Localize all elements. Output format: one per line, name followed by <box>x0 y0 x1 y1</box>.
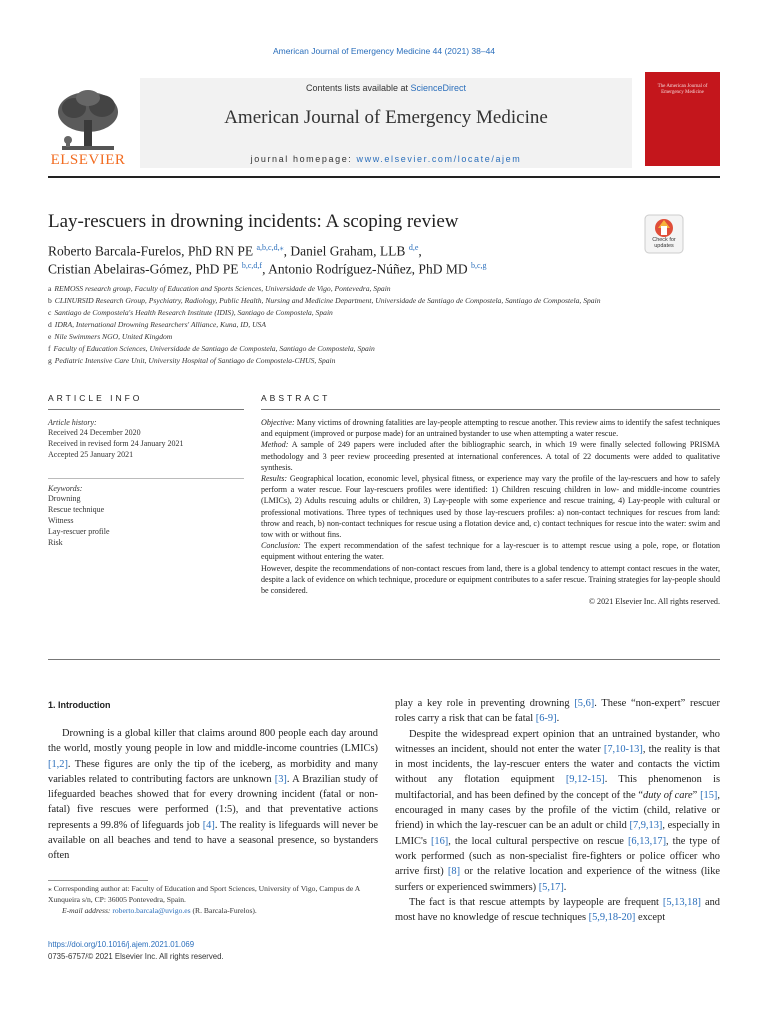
intro-text: Drowning is a global killer that claims around 800 people each day around the world, mostly young people in low and middle-income countries (LMICs) <box>48 728 378 755</box>
author-affil-marks[interactable]: d,e <box>408 243 419 252</box>
author-name[interactable]: Daniel Graham, LLB <box>290 243 406 259</box>
intro-right-column <box>395 696 720 925</box>
citation-link[interactable]: [7,9,13] <box>629 820 663 832</box>
citation-link[interactable]: [8] <box>447 866 461 878</box>
keyword: Drowning <box>48 494 81 503</box>
method-text: A sample of 249 papers were included after the bibliographic search, in which 19 were finally selected following PRISMA methodology and 3 peer review proceeding presented at international conferences. A total of 22 documents were added to qualitative synthesis. <box>261 440 720 472</box>
conclusion-label: Conclusion: <box>261 541 301 551</box>
email-label: E-mail address: <box>62 906 113 915</box>
citation-link[interactable]: [4] <box>202 819 215 831</box>
abstract-method <box>261 439 720 473</box>
check-for-updates-label: Check for updates <box>652 237 676 249</box>
abstract-conclusion <box>261 540 720 562</box>
citation-link[interactable]: [6,13,17] <box>627 835 667 847</box>
abstract-heading: ABSTRACT <box>261 393 331 403</box>
author-separator: , <box>262 261 269 277</box>
citation-link[interactable]: [5,6] <box>574 698 595 709</box>
journal-reference[interactable]: American Journal of Emergency Medicine 44 (2021) 38–44 <box>272 46 496 56</box>
intro-text: Despite the widespread expert opinion that an untrained bystander, who witnesses an incident, should not enter the water <box>395 728 720 755</box>
email-note <box>48 906 378 917</box>
author-name[interactable]: Roberto Barcala-Furelos, PhD RN PE <box>48 243 254 259</box>
intro-text: . These figures are only the tip of the iceberg, as morbidity and many variables related to contributing factors are unknown <box>48 758 378 785</box>
affiliation-text: Pediatric Intensive Care Unit, University Hospital of Santiago de Compostela-CHUS, Spain <box>54 356 336 365</box>
intro-text: ” <box>692 789 701 801</box>
history-received: Received 24 December 2020 <box>48 428 141 437</box>
intro-text: , the type of work performed (such as non-specialist fire-fighters or police officer who arrive first) <box>395 835 720 878</box>
citation-link[interactable]: [5,13,18] <box>662 896 701 908</box>
author-separator: , <box>418 243 422 259</box>
elsevier-wordmark: ELSEVIER <box>50 152 126 168</box>
intro-text: . <box>556 713 560 725</box>
keywords-label: Keywords: <box>48 484 83 493</box>
author-affil-marks[interactable]: b,c,d,f <box>241 261 263 270</box>
corresponding-author-note: ⁎ Corresponding author at: Faculty of Education and Sport Sciences, University of Vigo, Campus de A Xunqueira s/n, CP: 36005 Pontevedra, Spain. <box>48 884 360 904</box>
article-history <box>48 418 244 460</box>
introduction-heading: 1. Introduction <box>48 700 111 710</box>
article-info-rule <box>48 409 244 410</box>
author-name[interactable]: Antonio Rodríguez-Núñez, PhD MD <box>268 261 468 277</box>
affiliation-mark: a <box>48 284 52 293</box>
intro-text: . The reality is lifeguards will never be available on all beaches and tend to have a seasonal presence, so bystanders often <box>48 819 379 862</box>
keyword: Rescue technique <box>48 505 105 514</box>
citation-link[interactable]: [9,12-15] <box>565 774 605 786</box>
sciencedirect-link[interactable]: ScienceDirect <box>410 83 467 93</box>
affiliation-text: Nile Swimmers NGO, United Kingdom <box>54 332 173 341</box>
affiliation-mark: d <box>48 320 52 329</box>
article-info-heading: ARTICLE INFO <box>48 393 143 403</box>
history-label: Article history: <box>48 418 97 427</box>
intro-paragraph <box>48 726 378 864</box>
homepage-link[interactable]: www.elsevier.com/locate/ajem <box>356 154 522 164</box>
affiliation-text: Faculty of Education Sciences, Universidade de Santiago de Compostela, Santiago de Compostela, Spain <box>53 344 375 353</box>
citation-link[interactable]: [16] <box>430 835 449 847</box>
homepage-prefix: journal homepage: <box>250 154 357 164</box>
author-affil-marks[interactable]: b,c,g <box>470 261 487 270</box>
affiliation-mark: g <box>48 356 52 365</box>
objective-label: Objective: <box>261 418 295 427</box>
results-text: Geographical location, economic level, physical fitness, or experience may vary the profile of the lay-rescuers and how to safely perform a water rescue. Four lay-rescuers profiles were identified: 1) Children rescuing children in low- and middle-income countries (LMICs), 2) Adults rescuing adults or children, 3) Lay-people with some experience and rescue training, 4) Lay-people with cultural or professional motivations. Three types of techniques used by those lay-rescuers profiles: a) non-contact techniques for rescues from land: throw and reach, b) non-contact techniques for rescue using a flotation device and, c) contact techniques for rescue into the water: swim and tow with or without fins. <box>261 474 720 540</box>
abstract-results <box>261 473 720 540</box>
intro-text: . This phenomenon is multifactorial, and has been defined by the concept of the “ <box>395 774 721 801</box>
journal-title: American Journal of Emergency Medicine <box>224 107 548 128</box>
footnote-rule <box>48 880 148 881</box>
cover-title: The American Journal of Emergency Medicine <box>657 84 708 95</box>
affiliation <box>48 296 601 305</box>
citation-link[interactable]: [15] <box>700 789 718 801</box>
journal-homepage <box>140 154 632 164</box>
contents-line <box>140 83 632 93</box>
affiliation-mark: f <box>48 344 51 353</box>
intro-text: , the reality is that in most incidents, the lay-rescuer enters the water and contacts the victim without any flotation equipment <box>395 743 721 786</box>
affiliation <box>48 284 391 293</box>
affiliation-text: CLINURSID Research Group, Psychiatry, Radiology, Public Health, Nursing and Medicine Department, Universidade de Santiago de Compostela, Santiago de Compostela, Spain <box>54 296 601 305</box>
intro-text: The fact is that rescue attempts by laypeople are frequent <box>409 896 663 908</box>
intro-text: except <box>635 912 666 924</box>
email-suffix: (R. Barcala-Furelos). <box>190 906 257 915</box>
citation-link[interactable]: [1,2] <box>48 758 68 770</box>
affiliation <box>48 320 266 329</box>
intro-paragraph <box>395 727 720 895</box>
citation-link[interactable]: [5,17] <box>538 881 564 893</box>
abstract-bottom-rule <box>48 659 720 660</box>
authors-line-1 <box>48 243 422 260</box>
intro-left-column <box>48 726 378 864</box>
email-link[interactable]: roberto.barcala@uvigo.es <box>112 906 191 915</box>
abstract-however: However, despite the recommendations of non-contact rescues from land, there is a global tendency to attempt contact rescues in the water, despite a lack of evidence on which technique, procedure or equipment contributes to a safer rescue. Training strategies for lay-people should be considered. <box>261 563 720 596</box>
intro-text: , the local cultural perspective on rescue <box>448 835 628 847</box>
intro-text: . A Brazilian study of lifeguarded beaches showed that for every drowning incident (fatal or non-fatal) five rescues were performed (1:5), and that preventative actions represents a 99.8% of lifeguards job <box>48 773 378 831</box>
abstract-body <box>261 417 720 607</box>
citation-link[interactable]: [7,10-13] <box>603 743 643 755</box>
objective-text: Many victims of drowning fatalities are lay-people attempting to rescue another. This review aims to identify the safest techniques and equipment (improved or purpose made) for an untrained bystander to use when attempting a water rescue. <box>261 418 720 439</box>
affiliation-mark: b <box>48 296 52 305</box>
keyword: Lay-rescuer profile <box>48 527 110 536</box>
keyword: Witness <box>48 516 74 525</box>
keywords-block <box>48 484 244 548</box>
citation-link[interactable]: [3] <box>274 773 287 785</box>
author-affil-marks[interactable]: a,b,c,d,⁎ <box>256 243 284 252</box>
intro-paragraph <box>395 696 720 727</box>
affiliation-text: IDRA, International Drowning Researchers' Alliance, Kuna, ID, USA <box>54 320 266 329</box>
intro-paragraph <box>395 895 720 926</box>
citation-link[interactable]: [5,9,18-20] <box>588 912 636 924</box>
intro-text: and most have no knowledge of rescue techniques <box>395 896 720 924</box>
affiliation <box>48 308 333 317</box>
intro-text: or the relative location and experience of the witness (like surfers or experienced swimmers) <box>395 866 720 893</box>
keyword: Risk <box>48 538 63 547</box>
affiliation-mark: e <box>48 332 52 341</box>
contents-prefix: Contents lists available at <box>305 83 411 93</box>
abstract-copyright: © 2021 Elsevier Inc. All rights reserved. <box>588 597 720 607</box>
doi-link[interactable]: https://doi.org/10.1016/j.ajem.2021.01.069 <box>48 940 195 949</box>
intro-text: . These “non-expert” rescuer roles carry a risk that can be fatal <box>395 698 720 725</box>
authors-line-2 <box>48 261 487 278</box>
conclusion-text: The expert recommendation of the safest technique for a lay-rescuer is to attempt rescue using a pole, rope, or flotation equipment without entering the water. <box>261 541 720 562</box>
intro-text: , encouraged in many cases by the profile of the victim (child, relative or friend) in which the lay-rescuer can be an adult or child <box>395 789 720 832</box>
intro-text: . <box>563 881 567 893</box>
intro-text: play a key role in preventing drowning <box>395 698 575 709</box>
affiliation <box>48 344 375 353</box>
issn-line: 0735-6757/© 2021 Elsevier Inc. All rights reserved. <box>48 952 224 961</box>
author-separator: , <box>283 243 291 259</box>
header-rule <box>48 176 720 178</box>
citation-link[interactable]: [6-9] <box>535 713 557 725</box>
history-revised: Received in revised form 24 January 2021 <box>48 439 184 448</box>
history-accepted: Accepted 25 January 2021 <box>48 450 134 459</box>
intro-emphasis: duty of care <box>643 789 693 801</box>
abstract-objective <box>261 417 720 439</box>
affiliation-text: REMOSS research group, Faculty of Education and Sports Sciences, Universidade de Vigo, Pontevedra, Spain <box>54 284 391 293</box>
affiliation <box>48 332 172 341</box>
keywords-rule <box>48 478 244 479</box>
author-name[interactable]: Cristian Abelairas-Gómez, PhD PE <box>48 261 239 277</box>
results-label: Results: <box>261 474 288 484</box>
article-title: Lay-rescuers in drowning incidents: A scoping review <box>48 211 459 232</box>
affiliation <box>48 356 335 365</box>
affiliation-text: Santiago de Compostela's Health Research Institute (IDIS), Santiago de Compostela, Spain <box>54 308 333 317</box>
abstract-rule <box>261 409 720 410</box>
intro-text: , especially in LMIC's <box>395 820 721 847</box>
affiliation-mark: c <box>48 308 52 317</box>
method-label: Method: <box>261 440 289 450</box>
